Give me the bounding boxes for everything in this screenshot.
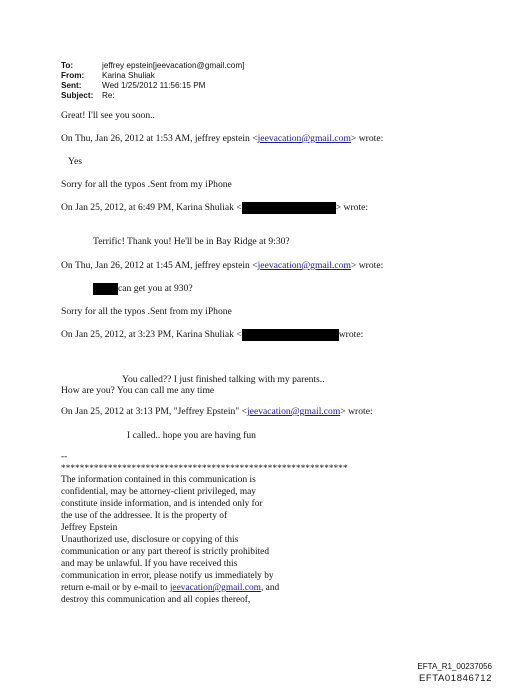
body-line-typos-2: Sorry for all the typos .Sent from my iPhone xyxy=(61,306,232,317)
body-line-how-are-you: How are you? You can call me any time xyxy=(61,385,215,396)
body-line-you-called: You called?? I just finished talking with my parents.. xyxy=(122,374,325,385)
body-line-great: Great! I'll see you soon.. xyxy=(61,110,155,121)
quote-line-4: On Jan 25, 2012, at 3:23 PM, Karina Shuliak < wrote: xyxy=(61,329,364,341)
email-link[interactable]: jeevacation@gmail.com xyxy=(169,583,261,593)
quote-line-1: On Thu, Jan 26, 2012 at 1:53 AM, jeffrey epstein <jeevacation@gmail.com> wrote: xyxy=(61,133,384,144)
disclaimer-line: constitute inside information, and is intended only for xyxy=(61,499,263,509)
email-link[interactable]: jeevacation@gmail.com xyxy=(257,133,351,144)
redaction-block xyxy=(93,283,118,295)
disclaimer-line: communication or any part thereof is strictly prohibited xyxy=(61,547,270,557)
body-line-yes: Yes xyxy=(68,156,82,167)
bates-code-r1: EFTA_R1_00237056 xyxy=(417,662,492,671)
signature-dash: -- xyxy=(61,452,68,462)
quote-line-5: On Jan 25, 2012 at 3:13 PM, "Jeffrey Epstein" <jeevacation@gmail.com> wrote: xyxy=(61,406,373,417)
to-label: To: xyxy=(61,61,74,70)
sent-value: Wed 1/25/2012 11:56:15 PM xyxy=(102,81,206,90)
from-label: From: xyxy=(61,71,85,80)
disclaimer-line: destroy this communication and all copies thereof, xyxy=(61,595,251,605)
quote-line-3: On Thu, Jan 26, 2012 at 1:45 AM, jeffrey epstein <jeevacation@gmail.com> wrote: xyxy=(61,260,384,271)
sent-label: Sent: xyxy=(61,81,82,90)
disclaimer-line: Unauthorized use, disclosure or copying of this xyxy=(61,535,239,545)
disclaimer-line: Jeffrey Epstein xyxy=(61,523,118,533)
disclaimer-line: and may be unlawful. If you have received this xyxy=(61,559,238,569)
disclaimer-line: confidential, may be attorney-client privileged, may xyxy=(61,487,256,497)
star-divider: ************************************************************* xyxy=(61,463,348,473)
body-line-i-called: I called.. hope you are having fun xyxy=(127,430,256,441)
to-value: jeffrey epstein[jeevacation@gmail.com] xyxy=(102,61,245,70)
email-link[interactable]: jeevacation@gmail.com xyxy=(257,260,351,271)
body-line-typos-1: Sorry for all the typos .Sent from my iPhone xyxy=(61,179,232,190)
subject-value: Re: xyxy=(102,91,115,100)
body-line-terrific: Terrific! Thank you! He'll be in Bay Ridge at 9:30? xyxy=(93,236,290,247)
disclaimer-line: The information contained in this communication is xyxy=(61,475,256,485)
body-line-can-get: can get you at 930? xyxy=(93,283,193,295)
redaction-block xyxy=(242,202,336,214)
bates-code-efta: EFTA01846712 xyxy=(418,673,492,684)
from-value: Karina Shuliak xyxy=(102,71,155,80)
quote-line-2: On Jan 25, 2012, at 6:49 PM, Karina Shuliak < > wrote: xyxy=(61,202,369,214)
subject-label: Subject: xyxy=(61,91,94,100)
email-link[interactable]: jeevacation@gmail.com xyxy=(247,406,341,417)
disclaimer-line: the use of the addressee. It is the property of xyxy=(61,511,228,521)
redaction-block xyxy=(242,329,339,341)
disclaimer-line-email: return e-mail or by e-mail to jeevacation@gmail.com, and xyxy=(61,583,280,593)
disclaimer-line: communication in error, please notify us immediately by xyxy=(61,571,274,581)
